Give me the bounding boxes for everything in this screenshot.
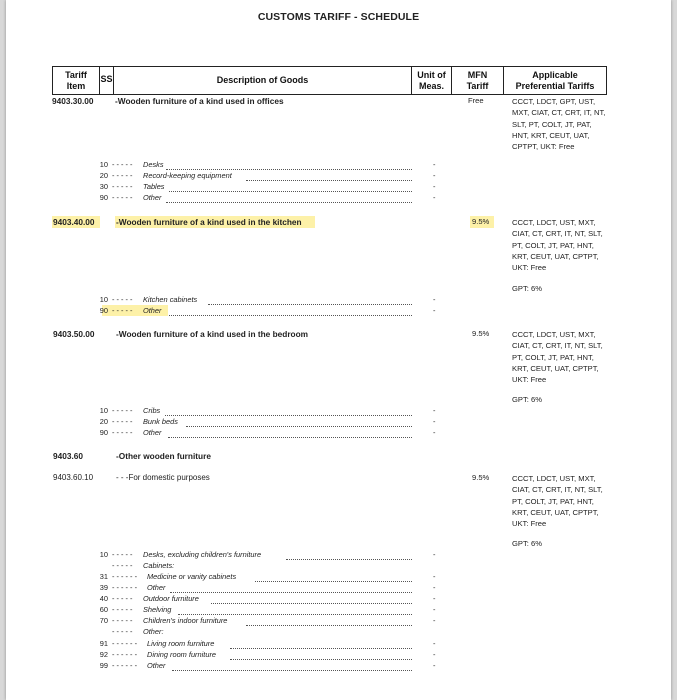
subheading-text: Outdoor furniture bbox=[143, 594, 199, 603]
pref-tariffs-bedroom: CCCT, LDCT, UST, MXT, CIAT, CT, CRT, IT, NT, SLT, PT, COLT, JT, PAT, HNT, KRT, CEUT, UAT, CPTPT, UKT: Free bbox=[512, 330, 603, 385]
ss-code: 91 bbox=[99, 639, 108, 648]
mfn-rate-domestic: 9.5% bbox=[472, 473, 490, 482]
leader-dots bbox=[246, 625, 412, 626]
unit-of-measure: - bbox=[433, 306, 436, 315]
subheading-text: Other bbox=[143, 193, 162, 202]
tariff-code-9403-60: 9403.60 bbox=[53, 451, 83, 461]
indent-dashes: - - - - - bbox=[112, 561, 133, 570]
tariff-code-9403-60-10: 9403.60.10 bbox=[53, 473, 94, 482]
unit-of-measure: - bbox=[433, 616, 436, 625]
leader-dots bbox=[169, 191, 412, 192]
mfn-rate-kitchen: 9.5% bbox=[472, 217, 490, 226]
description-domestic: - - -For domestic purposes bbox=[116, 473, 210, 482]
unit-of-measure: - bbox=[433, 417, 436, 426]
ss-code: 99 bbox=[99, 661, 108, 670]
ss-code: 90 bbox=[99, 306, 108, 315]
unit-of-measure: - bbox=[433, 605, 436, 614]
pref-tariffs-domestic: CCCT, LDCT, UST, MXT, CIAT, CT, CRT, IT, NT, SLT, PT, COLT, JT, PAT, HNT, KRT, CEUT, UAT, CPTPT, UKT: Free bbox=[512, 474, 603, 529]
indent-dashes: - - - - - - bbox=[112, 661, 138, 670]
header-mfn: MFN Tariff bbox=[466, 70, 489, 91]
leader-dots bbox=[230, 659, 412, 660]
leader-dots bbox=[170, 592, 412, 593]
ss-code: 90 bbox=[99, 428, 108, 437]
subheading-text: Shelving bbox=[143, 605, 172, 614]
indent-dashes: - - - - - - bbox=[112, 639, 138, 648]
ss-code: 40 bbox=[99, 594, 108, 603]
unit-of-measure: - bbox=[433, 182, 436, 191]
subheading-text: Other: bbox=[143, 627, 164, 636]
tariff-code-9403-30-00: 9403.30.00 bbox=[52, 96, 94, 106]
indent-dashes: - - - - - bbox=[112, 306, 133, 315]
subheading-text: Cribs bbox=[143, 406, 161, 415]
subheading-text: Other bbox=[147, 583, 166, 592]
ss-code: 60 bbox=[99, 605, 108, 614]
indent-dashes: - - - - - bbox=[112, 550, 133, 559]
leader-dots bbox=[178, 614, 412, 615]
leader-dots bbox=[286, 559, 412, 560]
ss-code: 70 bbox=[99, 616, 108, 625]
indent-dashes: - - - - - bbox=[112, 171, 133, 180]
unit-of-measure: - bbox=[433, 550, 436, 559]
unit-of-measure: - bbox=[433, 639, 436, 648]
indent-dashes: - - - - - bbox=[112, 428, 133, 437]
unit-of-measure: - bbox=[433, 661, 436, 670]
unit-of-measure: - bbox=[433, 583, 436, 592]
ss-code: 10 bbox=[99, 406, 108, 415]
mfn-rate-bedroom: 9.5% bbox=[472, 329, 490, 338]
leader-dots bbox=[165, 415, 412, 416]
leader-dots bbox=[255, 581, 412, 582]
indent-dashes: - - - - - bbox=[112, 417, 133, 426]
unit-of-measure: - bbox=[433, 171, 436, 180]
ss-code: 10 bbox=[99, 295, 108, 304]
gpt-rate-kitchen: GPT: 6% bbox=[512, 284, 542, 293]
ss-code: 92 bbox=[99, 650, 108, 659]
pref-tariffs-kitchen: CCCT, LDCT, UST, MXT, CIAT, CT, CRT, IT, NT, SLT, PT, COLT, JT, PAT, HNT, KRT, CEUT, UAT, CPTPT, UKT: Free bbox=[512, 218, 603, 273]
indent-dashes: - - - - - bbox=[112, 160, 133, 169]
ss-code: 10 bbox=[99, 160, 108, 169]
indent-dashes: - - - - - bbox=[112, 627, 133, 636]
subheading-text: Medicine or vanity cabinets bbox=[147, 572, 237, 581]
ss-code: 20 bbox=[99, 171, 108, 180]
document-page bbox=[6, 0, 671, 700]
indent-dashes: - - - - - bbox=[112, 193, 133, 202]
leader-dots bbox=[211, 603, 412, 604]
leader-dots bbox=[246, 180, 412, 181]
subheading-text: Record-keeping equipment bbox=[143, 171, 232, 180]
subheading-text: Tables bbox=[143, 182, 165, 191]
header-tariff-item: Tariff Item bbox=[65, 70, 87, 91]
description-bedroom: -Wooden furniture of a kind used in the bedroom bbox=[116, 329, 309, 339]
leader-dots bbox=[168, 437, 412, 438]
unit-of-measure: - bbox=[433, 594, 436, 603]
leader-dots bbox=[166, 202, 412, 203]
subheading-text: Dining room furniture bbox=[147, 650, 217, 659]
unit-of-measure: - bbox=[433, 160, 436, 169]
gpt-rate-domestic: GPT: 6% bbox=[512, 539, 542, 548]
mfn-rate-offices: Free bbox=[468, 96, 484, 105]
ss-code: 31 bbox=[99, 572, 108, 581]
header-pref: Applicable Preferential Tariffs bbox=[515, 70, 595, 91]
header-unit: Unit of Meas. bbox=[417, 70, 446, 91]
indent-dashes: - - - - - - bbox=[112, 650, 138, 659]
gpt-rate-bedroom: GPT: 6% bbox=[512, 395, 542, 404]
leader-dots bbox=[166, 169, 412, 170]
subheading-text: Desks, excluding children's furniture bbox=[143, 550, 262, 559]
unit-of-measure: - bbox=[433, 650, 436, 659]
description-kitchen: -Wooden furniture of a kind used in the kitchen bbox=[116, 217, 302, 227]
description-other-wooden: -Other wooden furniture bbox=[116, 451, 211, 461]
indent-dashes: - - - - - bbox=[112, 594, 133, 603]
header-description: Description of Goods bbox=[216, 75, 309, 85]
subheading-text: Bunk beds bbox=[143, 417, 178, 426]
ss-code: 39 bbox=[99, 583, 108, 592]
tariff-code-9403-40-00: 9403.40.00 bbox=[53, 217, 95, 227]
indent-dashes: - - - - - - bbox=[112, 572, 138, 581]
indent-dashes: - - - - - bbox=[112, 605, 133, 614]
header-bottom-rule bbox=[52, 94, 607, 95]
ss-code: 90 bbox=[99, 193, 108, 202]
description-offices: -Wooden furniture of a kind used in offices bbox=[115, 96, 284, 106]
unit-of-measure: - bbox=[433, 572, 436, 581]
indent-dashes: - - - - - bbox=[112, 295, 133, 304]
document-title: CUSTOMS TARIFF - SCHEDULE bbox=[257, 11, 420, 23]
ss-code: 20 bbox=[99, 417, 108, 426]
leader-dots bbox=[230, 648, 412, 649]
subheading-text: Other bbox=[143, 428, 162, 437]
subheading-text: Living room furniture bbox=[147, 639, 215, 648]
leader-dots bbox=[172, 670, 412, 671]
leader-dots bbox=[208, 304, 412, 305]
header-ss: SS bbox=[100, 74, 113, 84]
indent-dashes: - - - - - bbox=[112, 182, 133, 191]
subheading-text: Cabinets: bbox=[143, 561, 175, 570]
subheading-text: Other bbox=[143, 306, 162, 315]
unit-of-measure: - bbox=[433, 193, 436, 202]
leader-dots bbox=[169, 315, 412, 316]
unit-of-measure: - bbox=[433, 295, 436, 304]
subheading-text: Children's indoor furniture bbox=[143, 616, 228, 625]
subheading-text: Other bbox=[147, 661, 166, 670]
indent-dashes: - - - - - bbox=[112, 616, 133, 625]
subheading-text: Kitchen cabinets bbox=[143, 295, 198, 304]
leader-dots bbox=[186, 426, 412, 427]
subheading-text: Desks bbox=[143, 160, 164, 169]
indent-dashes: - - - - - - bbox=[112, 583, 138, 592]
pref-tariffs-offices: CCCT, LDCT, GPT, UST, MXT, CIAT, CT, CRT, IT, NT, SLT, PT, COLT, JT, PAT, HNT, KRT, CEUT, UAT, CPTPT, UKT: Free bbox=[512, 97, 606, 152]
unit-of-measure: - bbox=[433, 428, 436, 437]
ss-code: 30 bbox=[99, 182, 108, 191]
ss-code: 10 bbox=[99, 550, 108, 559]
tariff-code-9403-50-00: 9403.50.00 bbox=[53, 329, 95, 339]
unit-of-measure: - bbox=[433, 406, 436, 415]
indent-dashes: - - - - - bbox=[112, 406, 133, 415]
